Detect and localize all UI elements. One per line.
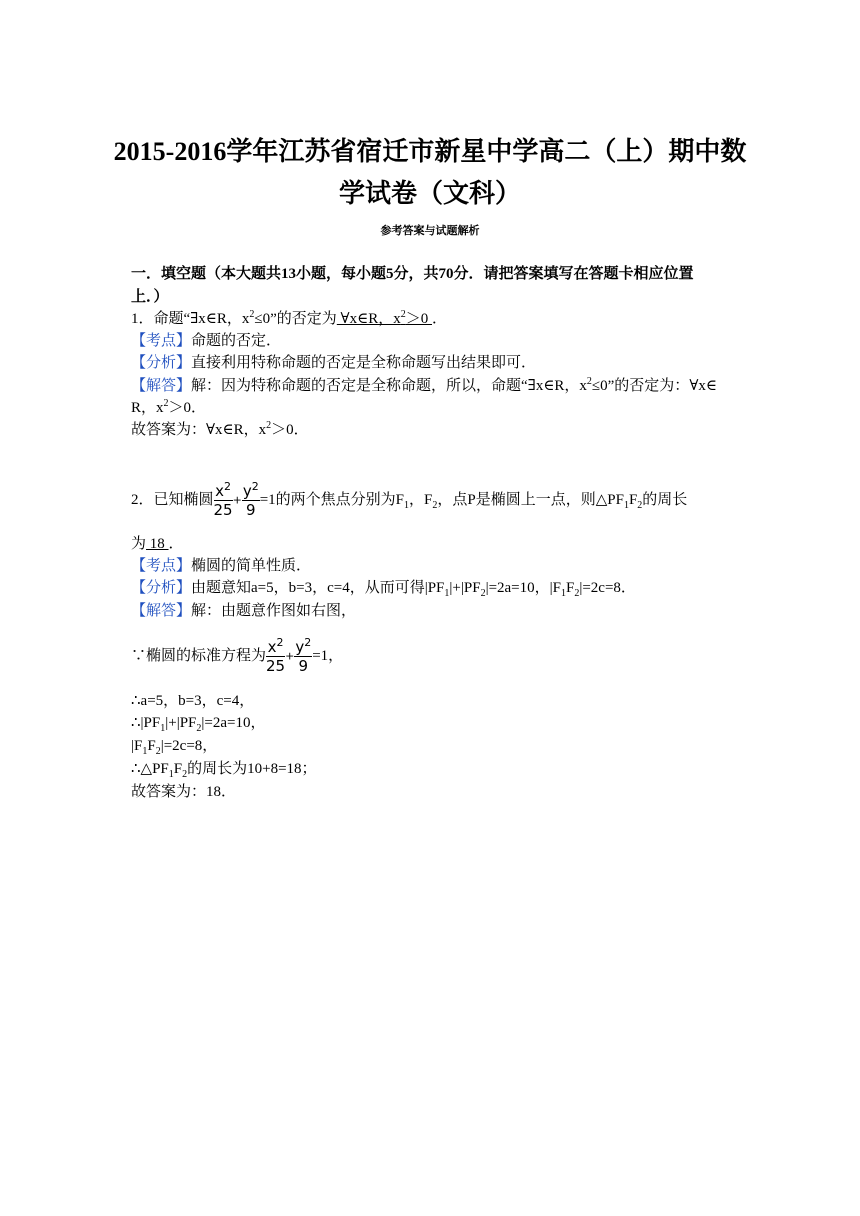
document-title-line2: 学试卷（文科） — [338, 179, 521, 208]
section-heading-line2: 上．） — [131, 289, 169, 305]
q1-stem-text: 1．命题“∃x∈R，x — [131, 311, 250, 327]
solution-text: ≤0”的否定为：∀x∈ — [591, 378, 717, 394]
q2-stem: 2．已知椭圆 $\frac{x^2}{25}$ + $\frac{y^2}{9}$ =1的两个焦点分别为$F_1$，$F_2$，点P是椭圆上一点，则$\triangle PF_1F_2$的周长 — [131, 480, 688, 520]
q1-stem — [131, 309, 447, 329]
q2-stem-line2: 为 18 ． — [131, 536, 184, 552]
q2-analysis: 【分析】由题意知a=5，b=3，c=4，从而可得$|PF_1|+|PF_2|=2a=10$，$|F_1F_2|=2c=8$． — [131, 580, 636, 599]
q1-stem-text: ≤0”的否定为 — [254, 311, 337, 327]
analysis-text: 直接利用特称命题的否定是全称命题写出结果即可． — [191, 355, 537, 371]
q1-stem-text: ． — [431, 311, 447, 327]
plus-sign: + — [285, 649, 295, 663]
plus-sign: + — [232, 493, 242, 507]
q1-analysis — [131, 353, 536, 373]
q1-final-answer: 故答案为：∀x∈R，$x^2>0$． — [131, 420, 309, 438]
q2-exam-point — [131, 556, 311, 576]
q2-step3: $\therefore|PF_1|+|PF_2|=2a=10$， — [131, 715, 266, 734]
q2-stem-text: 2．已知椭圆 — [131, 492, 214, 508]
exam-point-tag: 【考点】 — [131, 333, 192, 349]
solution-text: 解：因为特称命题的否定是全称命题，所以，命题“∃x∈R，x — [191, 378, 587, 394]
solution-tag: 【解答】 — [131, 603, 192, 619]
q2-step5: $\therefore\triangle PF_1F_2$的周长为10+8=18； — [131, 761, 317, 780]
q2-step4: $|F_1F_2|=2c=8$， — [131, 738, 218, 757]
fraction-x2-over-25: $\frac{x^2}{25}$ — [266, 636, 286, 676]
superscript: 2 — [249, 309, 255, 320]
fraction-x2-over-25: $\frac{x^2}{25}$ — [213, 480, 233, 520]
exam-point-text: 椭圆的简单性质． — [191, 558, 312, 574]
q2-final-answer: 故答案为：18． — [131, 784, 237, 800]
document-subtitle: 参考答案与试题解析 — [380, 225, 480, 237]
exam-point-tag: 【考点】 — [131, 558, 192, 574]
exam-point-text: 命题的否定． — [191, 333, 282, 349]
q1-solution — [131, 376, 717, 396]
fraction-y2-over-9: $\frac{y^2}{9}$ — [242, 480, 259, 520]
q1-answer-blank: ∀x∈R，$x^2>0$ — [336, 309, 432, 327]
q2-step2: ∴a=5，b=3，c=4， — [131, 693, 255, 709]
analysis-tag: 【分析】 — [131, 580, 192, 596]
fraction-y2-over-9: $\frac{y^2}{9}$ — [295, 636, 312, 676]
q2-solution — [131, 601, 356, 621]
superscript: 2 — [586, 376, 592, 387]
q1-exam-point — [131, 331, 281, 351]
q2-answer-blank: 18 — [146, 536, 169, 552]
section-heading-line1: 一．填空题（本大题共13小题，每小题5分，共70分．请把答案填写在答题卡相应位置 — [131, 266, 694, 282]
solution-tag: 【解答】 — [131, 378, 192, 394]
q2-step1: ∵椭圆的标准方程为 $\frac{x^2}{25}$ + $\frac{y^2}{9}$ =1， — [131, 636, 344, 676]
q1-solution-cont: R，$x^2>0$． — [131, 398, 207, 416]
solution-text: 解：由题意作图如右图， — [191, 603, 357, 619]
document-title-line1: 2015-2016学年江苏省宿迁市新星中学高二（上）期中数 — [113, 137, 747, 166]
analysis-tag: 【分析】 — [131, 355, 192, 371]
